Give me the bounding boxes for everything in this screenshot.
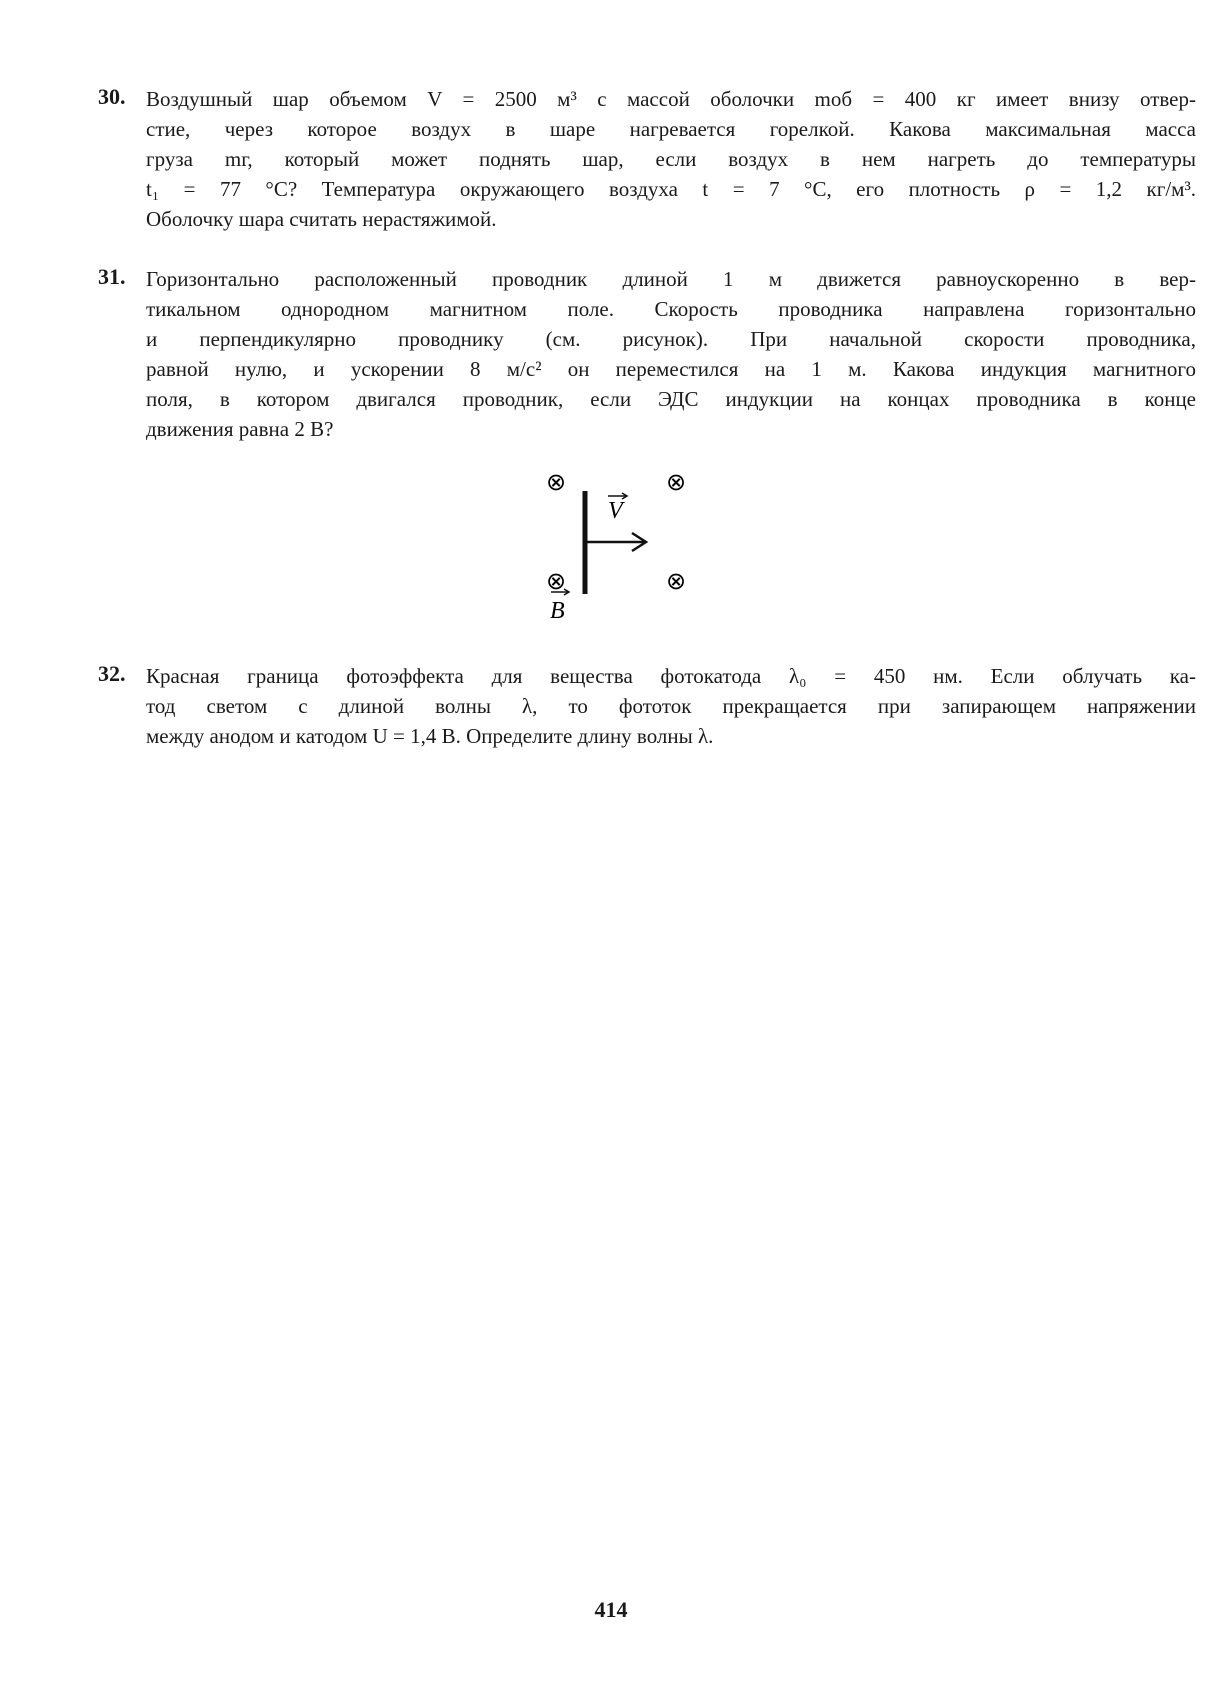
text-line: груза mг, который может поднять шар, если воздух в нем нагреть до температуры <box>146 147 1196 171</box>
problem-32 <box>98 661 1196 751</box>
field-label: B <box>550 598 565 624</box>
text-line: поля, в котором двигался проводник, если ЭДС индукции на концах проводника в конце <box>146 387 1196 411</box>
text-line: t₁ = 77 °С? Температура окружающего воздуха t = 7 °С, его плотность ρ = 1,2 кг/м³. <box>146 177 1196 201</box>
text-line: Оболочку шара считать нерастяжимой. <box>146 207 497 231</box>
problem-number: 30. <box>98 84 126 109</box>
text-line: и перпендикулярно проводнику (см. рисунок). При начальной скорости проводника, <box>146 327 1196 351</box>
page-number: 414 <box>594 1597 628 1622</box>
problem-31 <box>98 264 1196 444</box>
field-into-page-icon: ⊗ <box>666 468 687 496</box>
field-into-page-icon: ⊗ <box>666 567 687 595</box>
field-label-wrap <box>548 586 578 626</box>
problem-text <box>146 84 1196 234</box>
field-into-page-icon: ⊗ <box>546 567 567 595</box>
text-line: между анодом и катодом U = 1,4 В. Определите длину волны λ. <box>146 724 714 748</box>
problem-number: 32. <box>98 661 126 686</box>
text-line: Красная граница фотоэффекта для вещества фотокатода λ₀ = 450 нм. Если облучать ка- <box>146 664 1196 688</box>
velocity-label: V <box>608 498 623 524</box>
field-into-page-icon: ⊗ <box>546 468 567 496</box>
text-line: тикальном однородном магнитном поле. Скорость проводника направлена горизонтально <box>146 297 1196 321</box>
text-line: Воздушный шар объемом V = 2500 м³ с массой оболочки mоб = 400 кг имеет внизу отвер- <box>146 87 1196 111</box>
text-line: равной нулю, и ускорении 8 м/с² он переместился на 1 м. Какова индукция магнитного <box>146 357 1196 381</box>
text-line: тод светом с длиной волны λ, то фототок прекращается при запирающем напряжении <box>146 694 1196 718</box>
text-line: движения равна 2 В? <box>146 417 334 441</box>
field-label-svg <box>548 586 578 626</box>
text-line: Горизонтально расположенный проводник длиной 1 м движется равноускоренно в вер- <box>146 267 1196 291</box>
problem-30 <box>98 84 1196 234</box>
problem-text <box>146 264 1196 444</box>
text-line: стие, через которое воздух в шаре нагревается горелкой. Какова максимальная масса <box>146 117 1196 141</box>
problem-text <box>146 661 1196 751</box>
problem-number: 31. <box>98 264 126 289</box>
